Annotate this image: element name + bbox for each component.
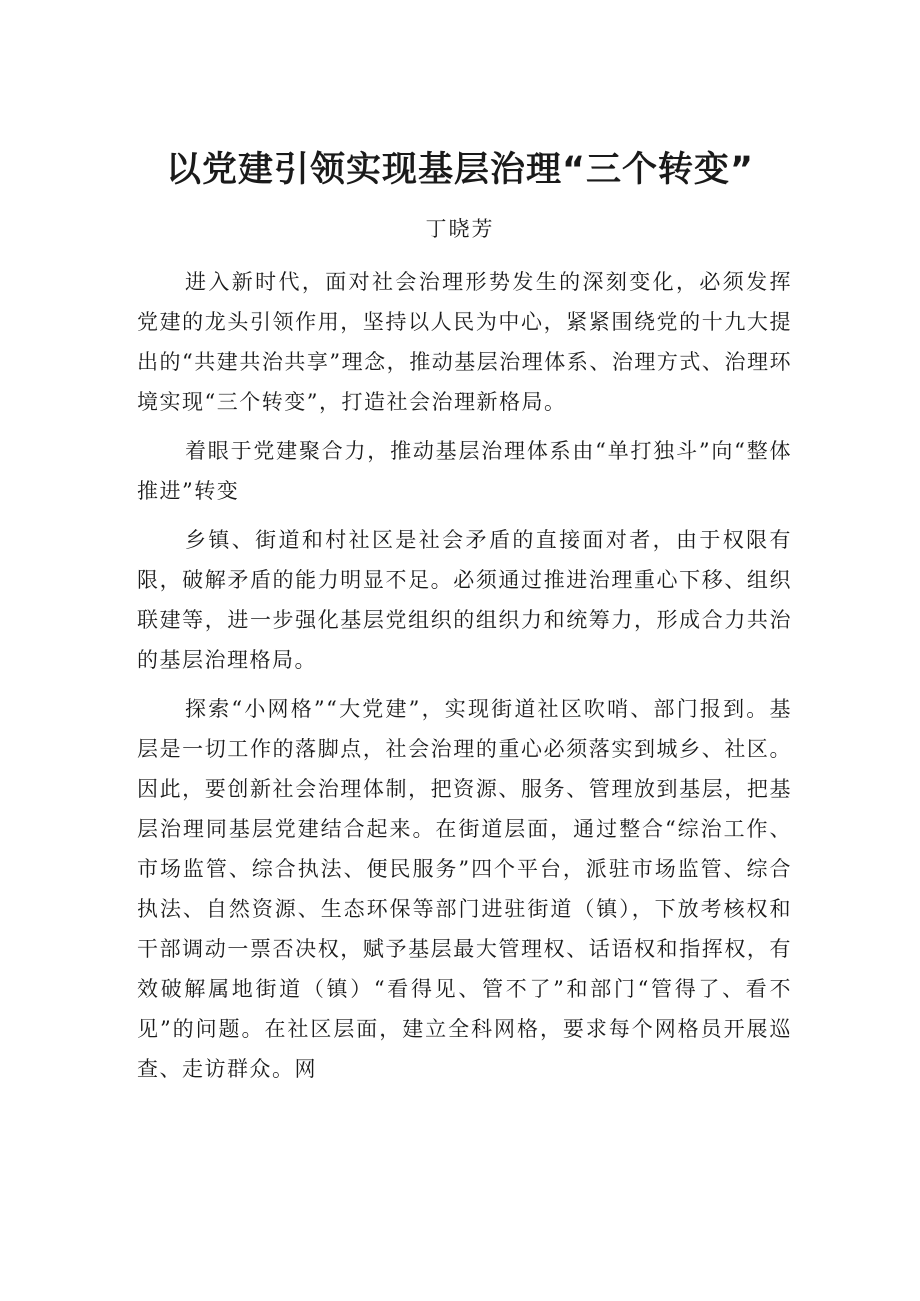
paragraph-section-heading: 着眼于党建聚合力，推动基层治理体系由“单打独斗”向“整体推进”转变: [137, 439, 792, 503]
paragraph-grid-party-building: 探索“小网格”“大党建”，实现街道社区吹哨、部门报到。基层是一切工作的落脚点，社会治理的重心必须落实到城乡、社区。因此，要创新社会治理体制，把资源、服务、管理放到基层，把基层治理同基层党建结合起来。在街道层面，通过整合“综治工作、市场监管、综合执法、便民服务”四个平台，派驻市场监管、综合执法、自然资源、生态环保等部门进驻街道（镇），下放考核权和干部调动一票否决权，赋予基层最大管理权、话语权和指挥权，有效破解属地街道（镇）“看得见、管不了”和部门“管得了、看不见”的问题。在社区层面，建立全科网格，要求每个网格员开展巡查、走访群众。网: [137, 697, 792, 1081]
document-title: 以党建引领实现基层治理“三个转变”: [165, 150, 754, 190]
paragraph-problem: 乡镇、街道和村社区是社会矛盾的直接面对者，由于权限有限，破解矛盾的能力明显不足。必须通过推进治理重心下移、组织联建等，进一步强化基层党组织的组织力和统筹力，形成合力共治的基层治理格局。: [137, 528, 792, 672]
author-name: 丁晓芳: [425, 217, 495, 241]
document-body: [137, 262, 792, 1098]
paragraph-intro: 进入新时代，面对社会治理形势发生的深刻变化，必须发挥党建的龙头引领作用，坚持以人民为中心，紧紧围绕党的十九大提出的“共建共治共享”理念，推动基层治理体系、治理方式、治理环境实现“三个转变”，打造社会治理新格局。: [137, 270, 792, 414]
